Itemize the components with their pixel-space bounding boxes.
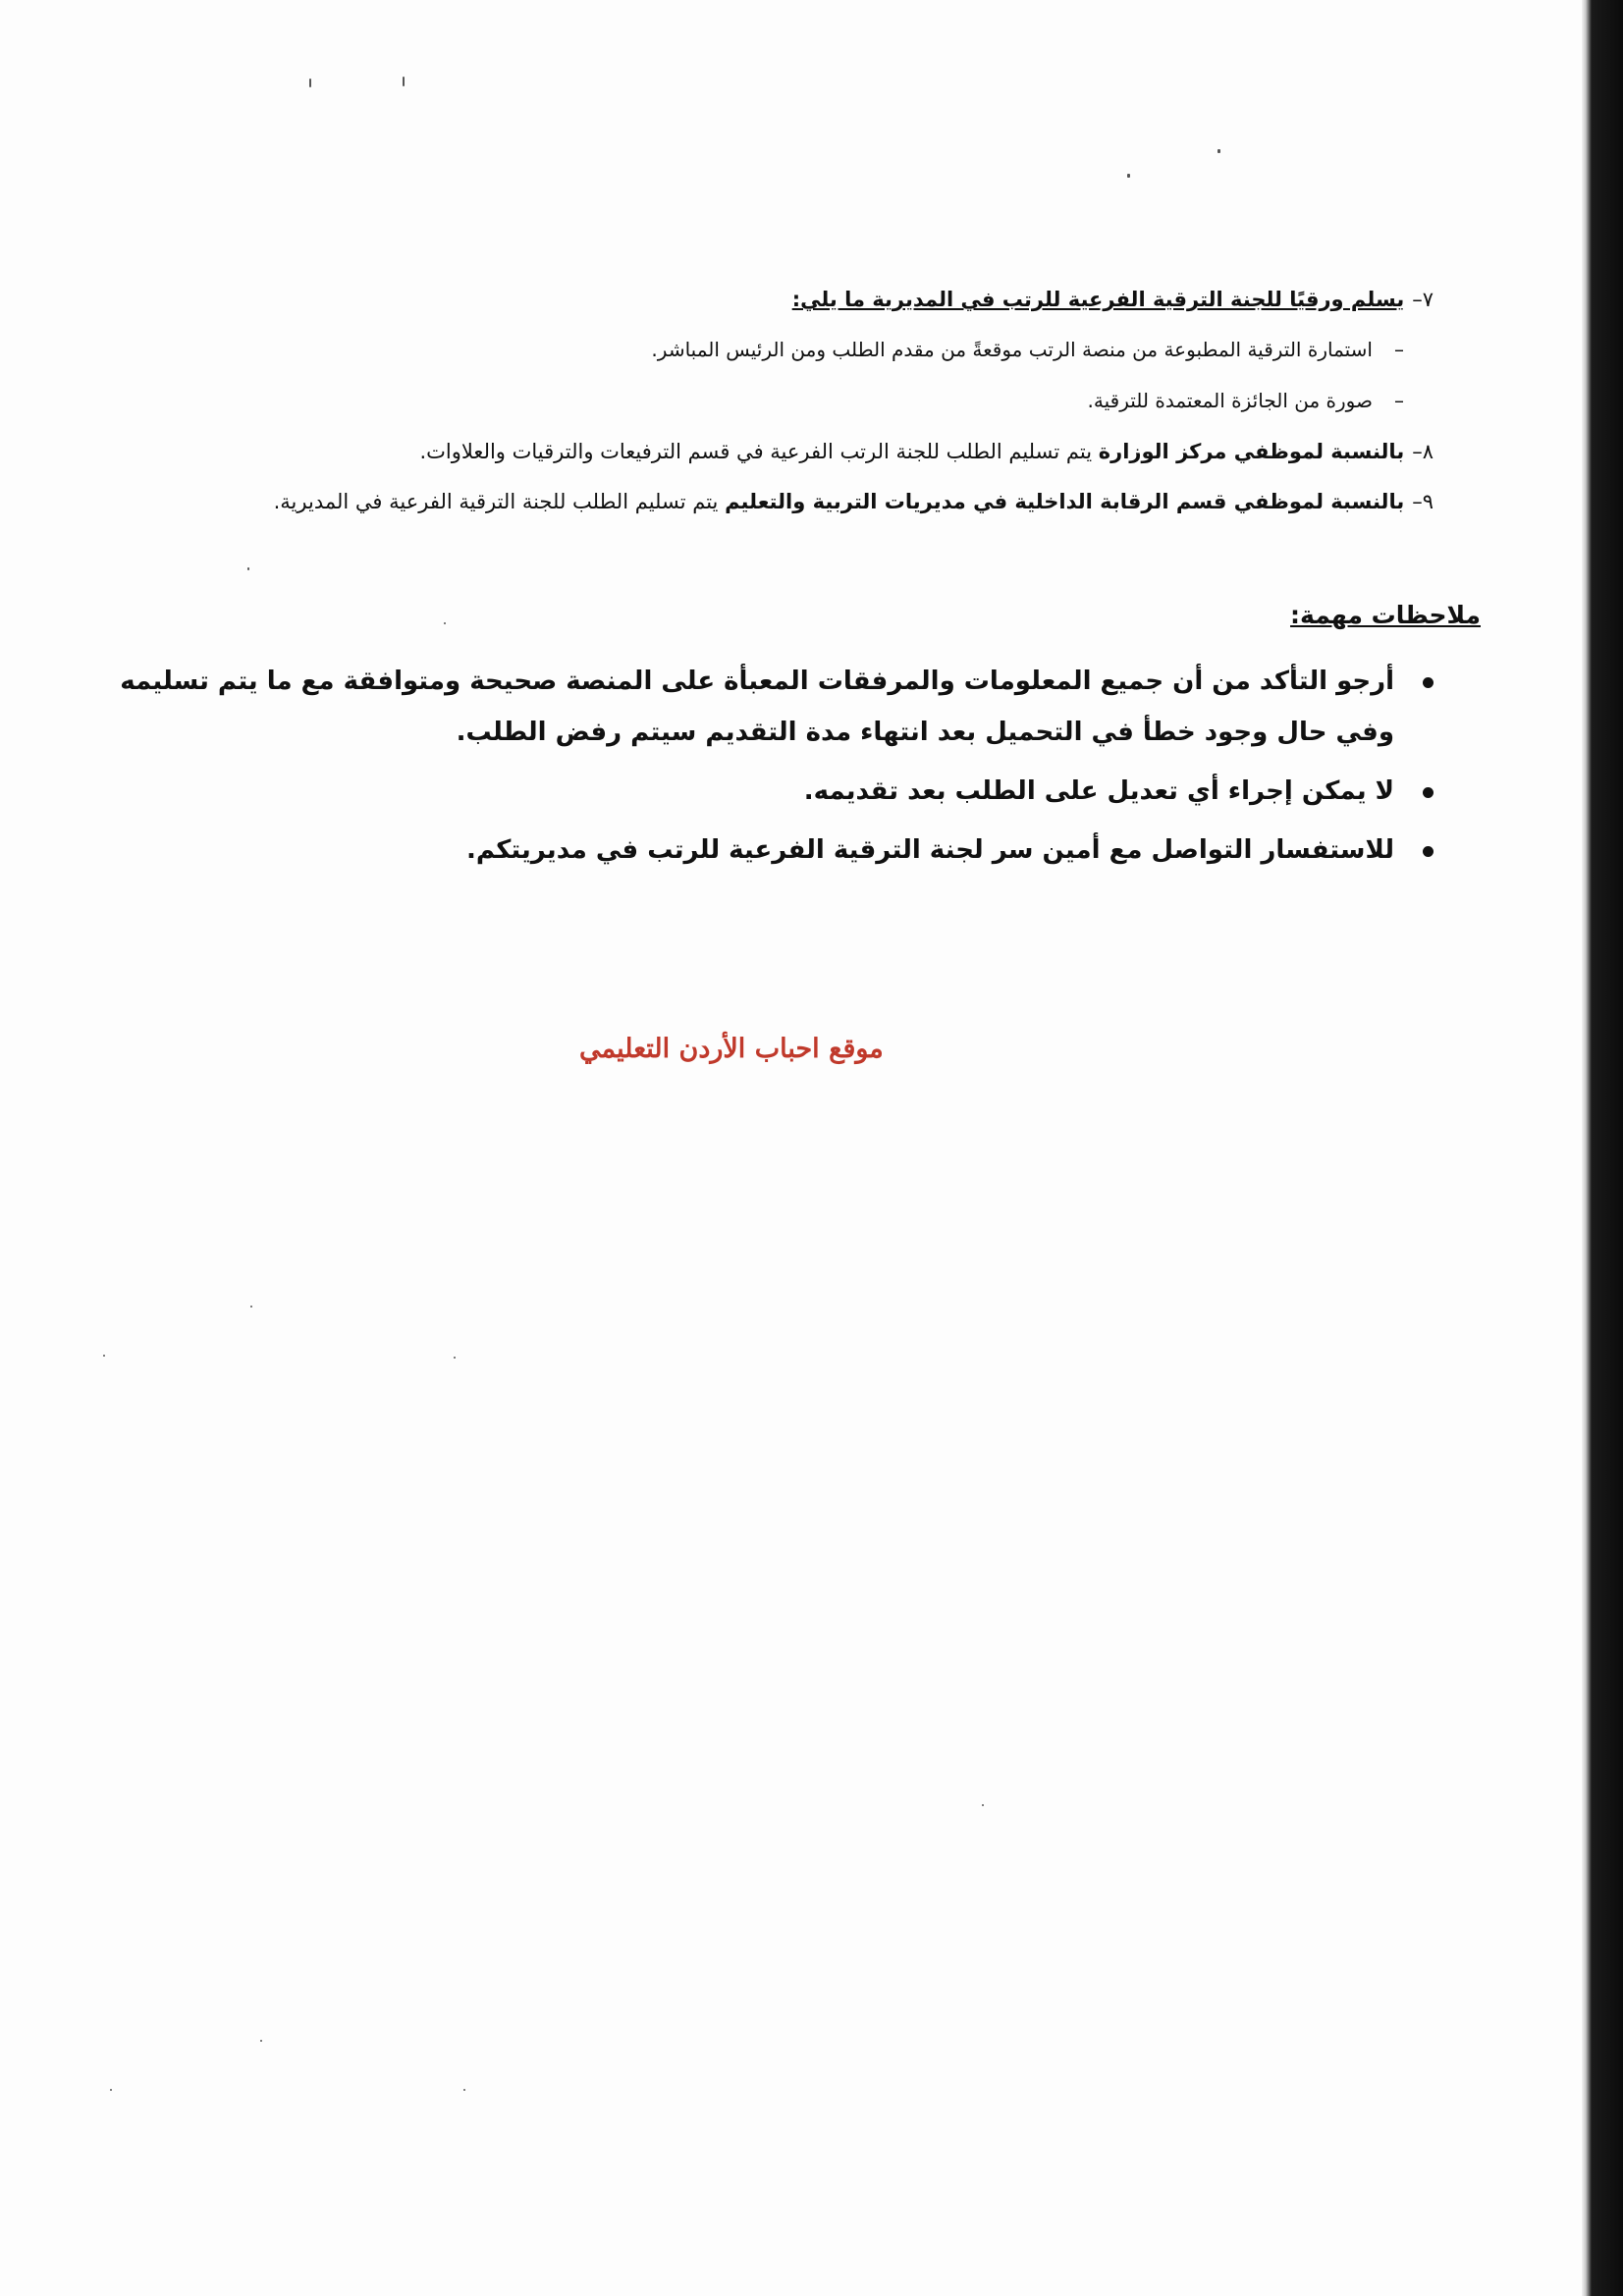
instructions-section bbox=[79, 285, 1434, 537]
scan-speck bbox=[103, 1355, 105, 1357]
sub-item bbox=[79, 335, 1404, 364]
scan-speck bbox=[260, 2040, 262, 2042]
scan-speck bbox=[250, 1306, 252, 1308]
note-text: للاستفسار التواصل مع أمين سر لجنة الترقية الفرعية للرتب في مديريتكم. bbox=[466, 835, 1394, 865]
item-number: ٧– bbox=[1412, 288, 1434, 311]
note-item bbox=[88, 766, 1434, 817]
scan-speck bbox=[454, 1357, 456, 1359]
scan-speck bbox=[403, 77, 405, 86]
scan-speck bbox=[110, 2089, 112, 2091]
note-item bbox=[88, 825, 1434, 876]
scan-speck bbox=[247, 567, 249, 570]
item-text: يتم تسليم الطلب للجنة الترقية الفرعية في المديرية. bbox=[273, 490, 719, 513]
note-item bbox=[88, 656, 1434, 758]
scan-speck bbox=[1217, 149, 1220, 153]
scan-speck bbox=[982, 1804, 984, 1806]
item-number: ٨– bbox=[1412, 440, 1434, 463]
scan-speck bbox=[309, 79, 311, 87]
dash-marker: – bbox=[1394, 338, 1404, 361]
instruction-item-9 bbox=[79, 487, 1434, 516]
dash-marker: – bbox=[1394, 389, 1404, 412]
item-bold-text: بالنسبة لموظفي قسم الرقابة الداخلية في مديريات التربية والتعليم bbox=[725, 490, 1405, 513]
instruction-item-7 bbox=[79, 285, 1434, 314]
bullet-icon bbox=[1423, 677, 1434, 688]
item-number: ٩– bbox=[1412, 490, 1434, 513]
item-text: يتم تسليم الطلب للجنة الرتب الفرعية في قسم الترفيعات والترقيات والعلاوات. bbox=[419, 440, 1093, 463]
bullet-icon bbox=[1423, 846, 1434, 857]
item-bold-text: بالنسبة لموظفي مركز الوزارة bbox=[1098, 440, 1405, 463]
notes-list bbox=[88, 656, 1434, 883]
item-heading: يسلم ورقيًا للجنة الترقية الفرعية للرتب في المديرية ما يلي: bbox=[791, 288, 1405, 311]
bullet-icon bbox=[1423, 787, 1434, 798]
scan-speck bbox=[1127, 174, 1130, 178]
notes-heading: ملاحظات مهمة: bbox=[1290, 601, 1481, 629]
note-text: لا يمكن إجراء أي تعديل على الطلب بعد تقديمه. bbox=[803, 776, 1394, 806]
scan-edge-shadow bbox=[1582, 0, 1623, 2296]
site-watermark: موقع احباب الأردن التعليمي bbox=[579, 1034, 884, 1064]
scan-speck bbox=[463, 2089, 465, 2091]
note-text: أرجو التأكد من أن جميع المعلومات والمرفقات المعبأة على المنصة صحيحة ومتوافقة مع ما يتم تسليمه وفي حال وجود خطأ في التحميل بعد انتهاء مدة التقديم سيتم رفض الطلب. bbox=[120, 667, 1394, 747]
scan-speck bbox=[444, 622, 446, 624]
sub-item-text: صورة من الجائزة المعتمدة للترقية. bbox=[1087, 389, 1373, 412]
instruction-item-8 bbox=[79, 437, 1434, 466]
sub-item-text: استمارة الترقية المطبوعة من منصة الرتب موقعةً من مقدم الطلب ومن الرئيس المباشر. bbox=[651, 338, 1373, 361]
sub-item bbox=[79, 386, 1404, 415]
